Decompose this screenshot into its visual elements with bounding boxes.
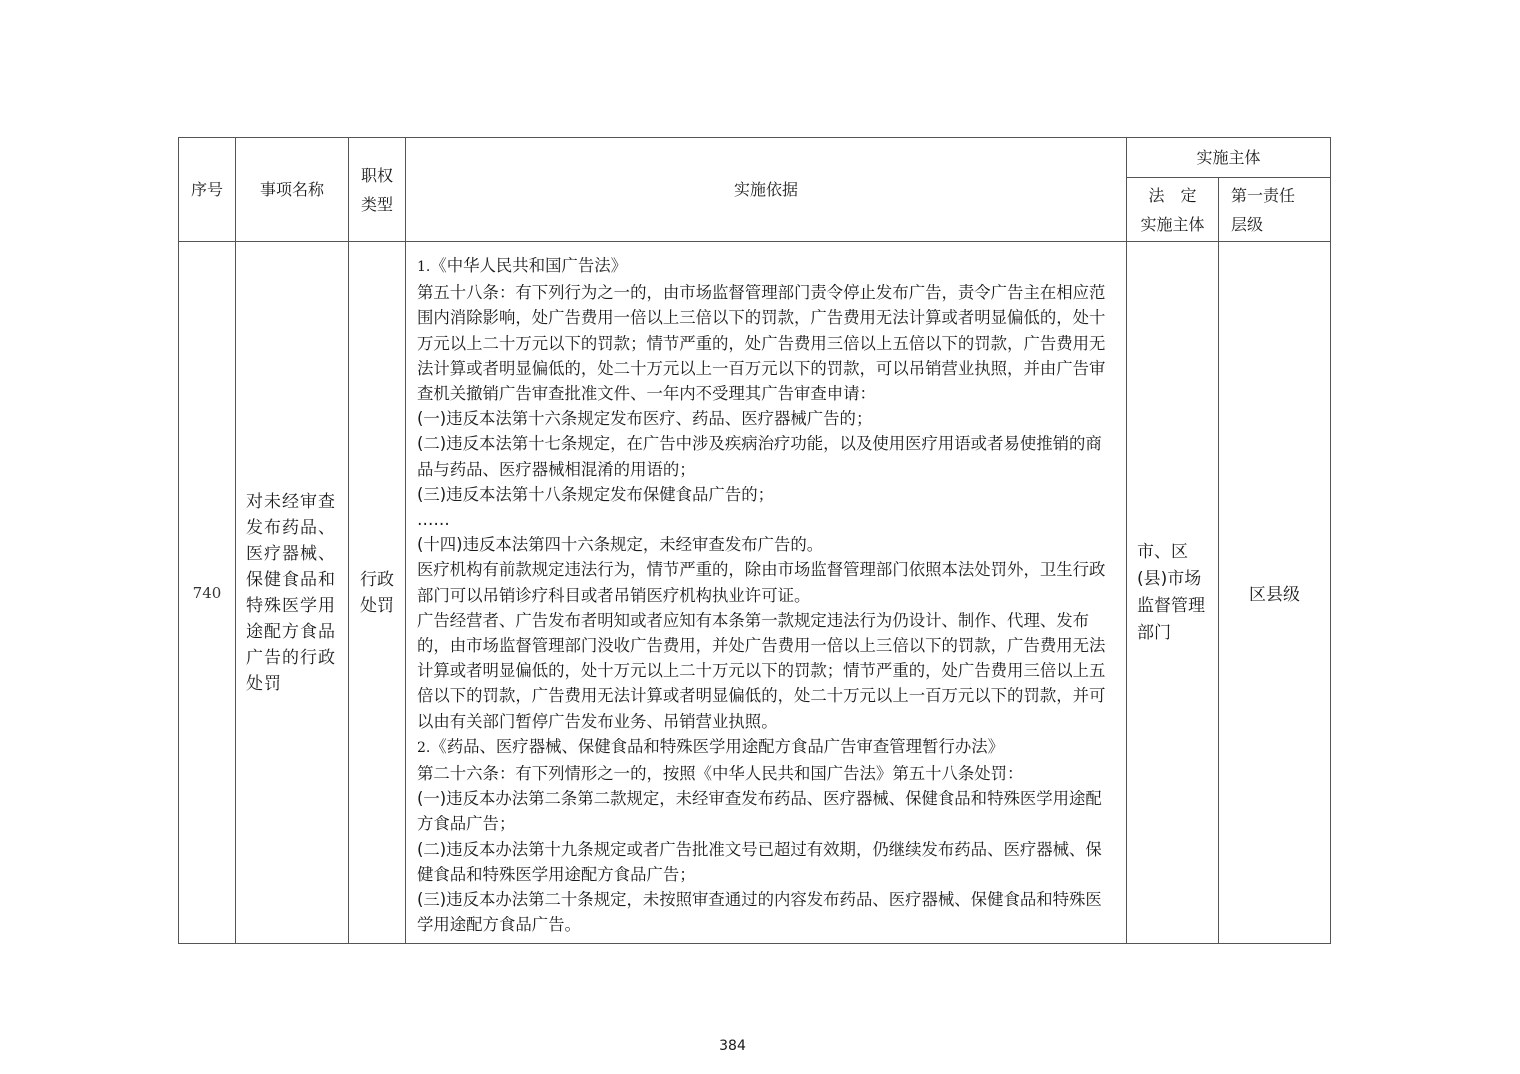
basis-paragraph: (三)违反本法第十八条规定发布保健食品广告的； <box>417 484 774 504</box>
row-power-type: 行政 处罚 <box>349 242 406 944</box>
basis-paragraph: (二)违反本办法第十九条规定或者广告批准文号已超过有效期，仍继续发布药品、医疗器械、保健食品和特殊医学用途配方食品广告； <box>417 839 1102 884</box>
page-number: 384 <box>719 1038 746 1054</box>
header-basis: 实施依据 <box>406 138 1127 242</box>
basis-paragraph: (十四)违反本法第四十六条规定，未经审查发布广告的。 <box>417 535 824 555</box>
basis-paragraph: 广告经营者、广告发布者明知或者应知有本条第一款规定违法行为仍设计、制作、代理、发布的，由市场监督管理部门没收广告费用，并处广告费用一倍以上三倍以下的罚款，广告费用无法计算或者明显偏低的，处十万元以上二十万元以下的罚款；情节严重的，处广告费用三倍以上五倍以下的罚款，广告费用无法计算或者明显偏低的，处二十万元以上一百万元以下的罚款，并可以由有关部门暂停广告发布业务、吊销营业执照。 <box>417 610 1106 731</box>
basis-paragraph: 第五十八条：有下列行为之一的，由市场监督管理部门责令停止发布广告，责令广告主在相应范围内消除影响，处广告费用一倍以上三倍以下的罚款，广告费用无法计算或者明显偏低的，处十万元以上二十万元以下的罚款；情节严重的，处广告费用三倍以上五倍以下的罚款，广告费用无法计算或者明显偏低的，处二十万元以上一百万元以下的罚款，可以吊销营业执照，并由广告审查机关撤销广告审查批准文件、一年内不受理其广告审查申请： <box>417 283 1106 404</box>
authority-table <box>178 137 1331 944</box>
row-basis <box>406 242 1127 944</box>
basis-paragraph: …… <box>417 510 450 530</box>
basis-paragraph: (三)违反本办法第二十条规定，未按照审查通过的内容发布药品、医疗器械、保健食品和特殊医学用途配方食品广告。 <box>417 890 1102 935</box>
row-item-name: 对未经审查发布药品、医疗器械、保健食品和特殊医学用途配方食品广告的行政处罚 <box>236 242 349 944</box>
header-first-level: 第一责任 层级 <box>1219 178 1331 242</box>
basis-paragraph: 医疗机构有前款规定违法行为，情节严重的，除由市场监督管理部门依照本法处罚外，卫生行政部门可以吊销诊疗科目或者吊销医疗机构执业许可证。 <box>417 560 1106 605</box>
row-first-level: 区县级 <box>1219 242 1331 944</box>
basis-paragraph: (一)违反本办法第二条第二款规定，未经审查发布药品、医疗器械、保健食品和特殊医学用途配方食品广告； <box>417 789 1102 834</box>
row-legal-subject: 市、区(县)市场监督管理部门 <box>1127 242 1219 944</box>
header-seq: 序号 <box>179 138 236 242</box>
basis-paragraph: (一)违反本法第十六条规定发布医疗、药品、医疗器械广告的； <box>417 409 873 429</box>
header-subject: 实施主体 <box>1127 138 1331 178</box>
table-row <box>179 242 1331 944</box>
basis-paragraph: 1.《中华人民共和国广告法》 <box>417 256 628 275</box>
basis-paragraph: 第二十六条：有下列情形之一的，按照《中华人民共和国广告法》第五十八条处罚： <box>417 764 1024 784</box>
row-seq: 740 <box>179 242 236 944</box>
header-item-name: 事项名称 <box>236 138 349 242</box>
basis-paragraph: (二)违反本法第十七条规定，在广告中涉及疾病治疗功能，以及使用医疗用语或者易使推销的商品与药品、医疗器械相混淆的用语的； <box>417 434 1102 479</box>
header-power-type: 职权 类型 <box>349 138 406 242</box>
header-legal-subject: 法 定 实施主体 <box>1127 178 1219 242</box>
basis-paragraph: 2.《药品、医疗器械、保健食品和特殊医学用途配方食品广告审查管理暂行办法》 <box>417 736 1005 756</box>
